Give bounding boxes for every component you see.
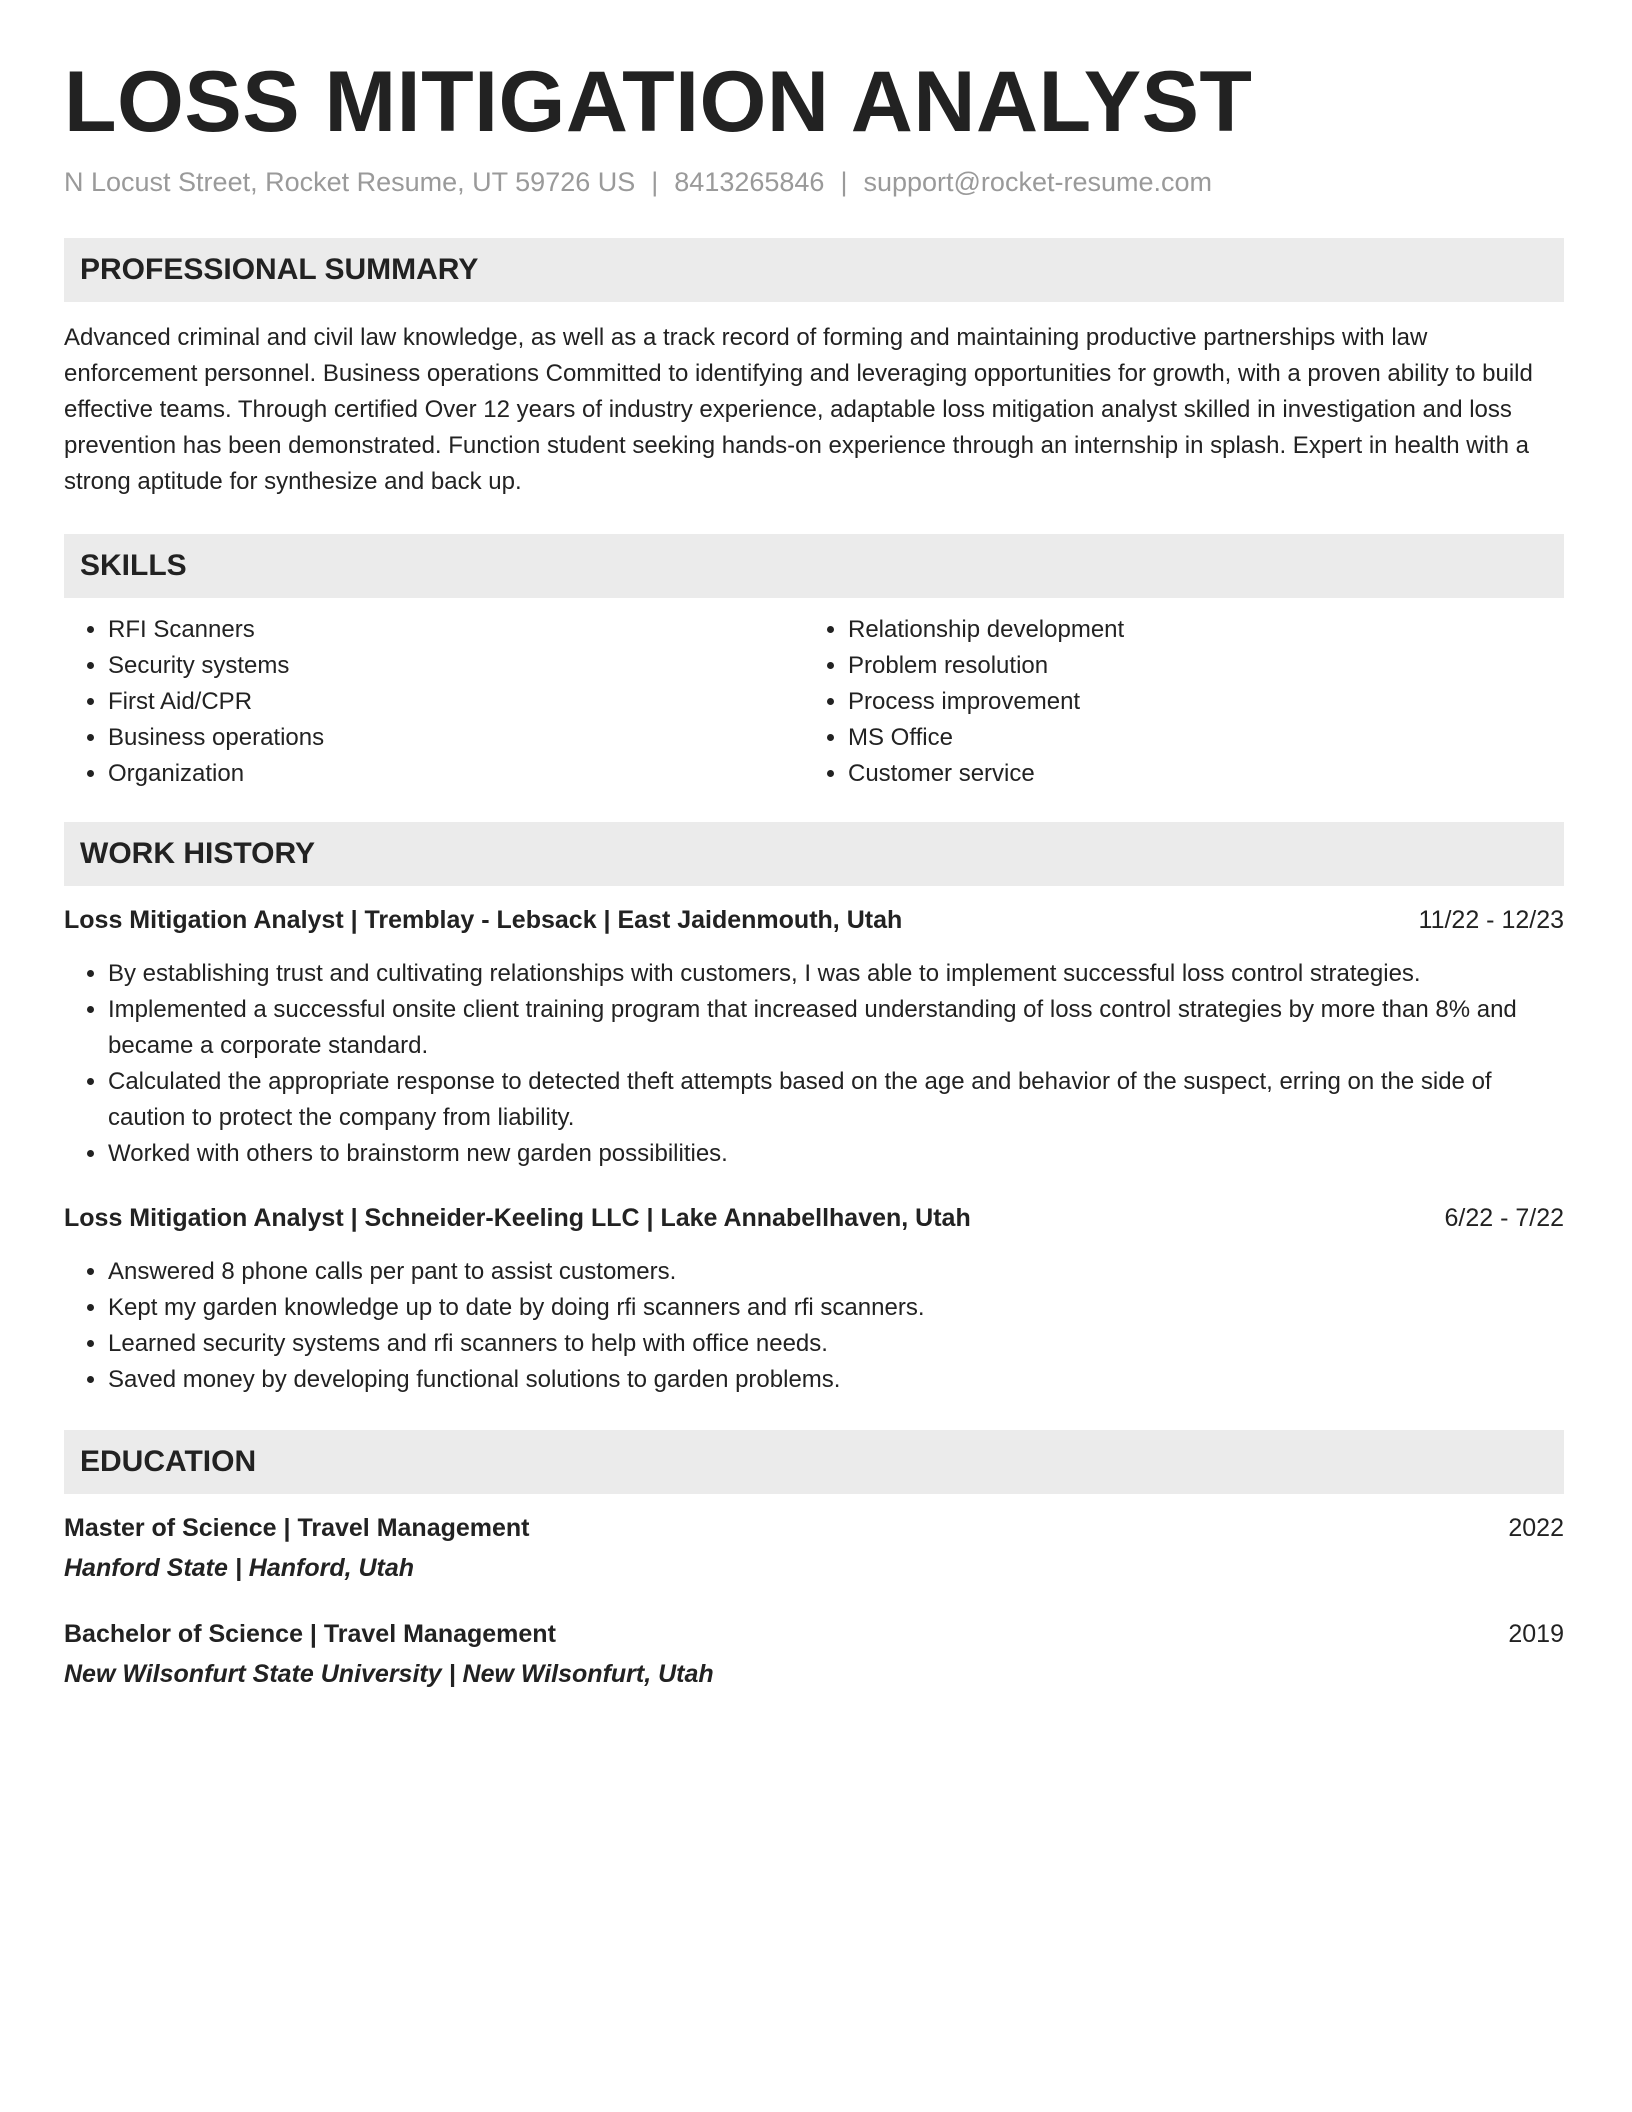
job-bullet: • Calculated the appropriate response to detected theft attempts based on the age and behavior of the suspect, erring on the side of caution to protect the company from liability. — [108, 1064, 1564, 1136]
job-header — [64, 902, 1564, 938]
skill-item: • Organization — [108, 756, 804, 792]
education-school: Hanford State | Hanford, Utah — [64, 1554, 415, 1582]
job-entry — [64, 1200, 1564, 1398]
contact-phone: 8413265846 — [674, 167, 825, 197]
skills-column-right — [804, 612, 1544, 792]
job-dates: 6/22 - 7/22 — [1444, 1204, 1564, 1232]
skill-item: • Relationship development — [848, 612, 1544, 648]
skills-column-left — [64, 612, 804, 792]
summary-heading: PROFESSIONAL SUMMARY — [64, 238, 1564, 302]
education-entry — [64, 1510, 1564, 1586]
education-degree: Bachelor of Science | Travel Management — [64, 1620, 556, 1648]
education-entry — [64, 1616, 1564, 1692]
summary-text: Advanced criminal and civil law knowledge, as well as a track record of forming and maintaining productive partnerships with law enforcement personnel. Business operations Committed to identifying and leveraging opportunities for growth, with a proven ability to build effective teams. Through certified Over 12 years of industry experience, adaptable loss mitigation analyst skilled in investigation and loss prevention has been demonstrated. Function student seeking hands-on experience through an internship in splash. Expert in health with a strong aptitude for synthesize and back up. — [64, 324, 1533, 495]
job-title: Loss Mitigation Analyst | Schneider-Keeling LLC | Lake Annabellhaven, Utah — [64, 1204, 971, 1232]
skill-item: • Business operations — [108, 720, 804, 756]
contact-address: N Locust Street, Rocket Resume, UT 59726 US — [64, 167, 636, 197]
contact-separator: | — [651, 167, 659, 197]
skill-item: • Problem resolution — [848, 648, 1544, 684]
job-bullet: • Learned security systems and rfi scanners to help with office needs. — [108, 1326, 1564, 1362]
skill-item: • Process improvement — [848, 684, 1544, 720]
job-header — [64, 1200, 1564, 1236]
education-header — [64, 1510, 1564, 1546]
job-title: Loss Mitigation Analyst | Tremblay - Lebsack | East Jaidenmouth, Utah — [64, 906, 903, 934]
skill-item: • First Aid/CPR — [108, 684, 804, 720]
job-bullets — [64, 1254, 1564, 1398]
job-bullet: • By establishing trust and cultivating relationships with customers, I was able to implement successful loss control strategies. — [108, 956, 1564, 992]
job-bullet: • Implemented a successful onsite client training program that increased understanding of loss control strategies by more than 8% and became a corporate standard. — [108, 992, 1564, 1064]
education-year: 2019 — [1508, 1620, 1564, 1648]
resume-page — [64, 0, 1564, 1692]
education-header — [64, 1616, 1564, 1652]
contact-email: support@rocket-resume.com — [863, 167, 1212, 197]
job-entry — [64, 902, 1564, 1172]
skill-item: • MS Office — [848, 720, 1544, 756]
skill-item: • RFI Scanners — [108, 612, 804, 648]
education-year: 2022 — [1508, 1514, 1564, 1542]
job-bullet: • Saved money by developing functional solutions to garden problems. — [108, 1362, 1564, 1398]
work-heading: WORK HISTORY — [64, 822, 1564, 886]
job-dates: 11/22 - 12/23 — [1418, 906, 1564, 934]
skill-item: • Security systems — [108, 648, 804, 684]
education-school: New Wilsonfurt State University | New Wilsonfurt, Utah — [64, 1660, 714, 1688]
job-bullet: • Answered 8 phone calls per pant to assist customers. — [108, 1254, 1564, 1290]
job-bullet: • Kept my garden knowledge up to date by doing rfi scanners and rfi scanners. — [108, 1290, 1564, 1326]
contact-separator: | — [840, 167, 848, 197]
skills-heading: SKILLS — [64, 534, 1564, 598]
skill-item: • Customer service — [848, 756, 1544, 792]
education-heading: EDUCATION — [64, 1430, 1564, 1494]
contact-line — [64, 164, 1564, 200]
job-bullet: • Worked with others to brainstorm new garden possibilities. — [108, 1136, 1564, 1172]
candidate-name: LOSS MITIGATION ANALYST — [64, 54, 1253, 150]
job-bullets — [64, 956, 1564, 1172]
education-degree: Master of Science | Travel Management — [64, 1514, 530, 1542]
skills-list — [64, 612, 1564, 792]
